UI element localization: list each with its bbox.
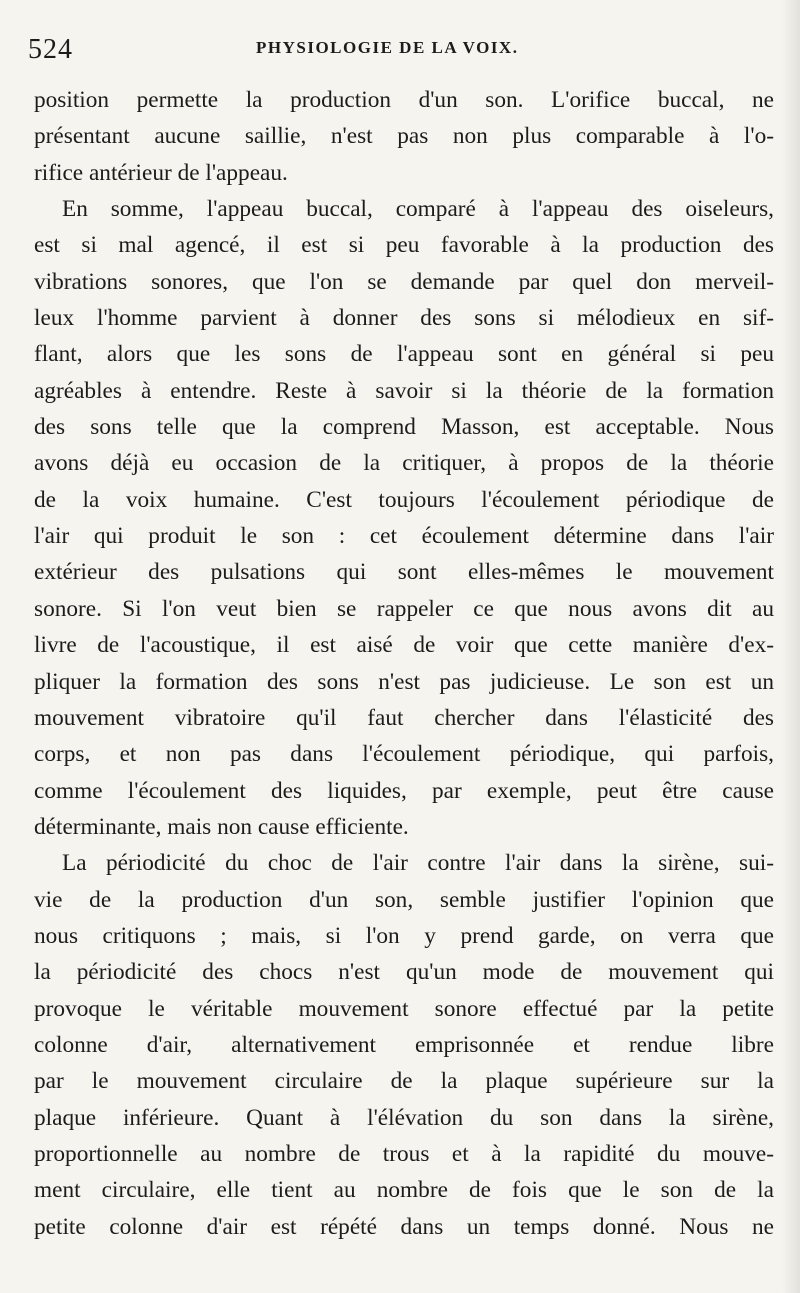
text-line: rifice antérieur de l'appeau.: [34, 159, 288, 186]
text-line: extérieur des pulsations qui sont elles-mêmes le mouvement: [34, 559, 774, 586]
text-line: l'air qui produit le son : cet écoulement détermine dans l'air: [34, 523, 774, 550]
text-line: de la voix humaine. C'est toujours l'écoulement périodique de: [34, 486, 774, 513]
text-line: la périodicité des chocs n'est qu'un mode de mouvement qui: [34, 959, 774, 986]
page-edge-shadow: [782, 0, 800, 1293]
text-line: vibrations sonores, que l'on se demande par quel don merveil-: [34, 268, 774, 295]
paragraph-start-line: La périodicité du choc de l'air contre l'air dans la sirène, sui-: [62, 850, 774, 877]
text-line: comme l'écoulement des liquides, par exemple, peut être cause: [34, 777, 774, 804]
text-line: avons déjà eu occasion de la critiquer, à propos de la théorie: [34, 450, 774, 477]
text-line: nous critiquons ; mais, si l'on y prend garde, on verra que: [34, 922, 774, 949]
text-line: provoque le véritable mouvement sonore effectué par la petite: [34, 995, 774, 1022]
text-line: flant, alors que les sons de l'appeau sont en général si peu: [34, 341, 774, 368]
text-line: agréables à entendre. Reste à savoir si la théorie de la formation: [34, 377, 774, 404]
text-line: position permette la production d'un son. L'orifice buccal, ne: [34, 87, 774, 113]
text-line: ment circulaire, elle tient au nombre de fois que le son de la: [34, 1177, 774, 1204]
page-number: 524: [28, 34, 73, 65]
page-header: [28, 30, 760, 70]
text-line: plaque inférieure. Quant à l'élévation du son dans la sirène,: [34, 1104, 774, 1131]
text-line: colonne d'air, alternativement emprisonnée et rendue libre: [34, 1031, 774, 1058]
running-title: PHYSIOLOGIE DE LA VOIX.: [256, 38, 519, 57]
text-line: livre de l'acoustique, il est aisé de voir que cette manière d'ex-: [34, 632, 774, 659]
text-line: est si mal agencé, il est si peu favorable à la production des: [34, 232, 774, 259]
text-line: par le mouvement circulaire de la plaque supérieure sur la: [34, 1068, 774, 1095]
text-line: des sons telle que la comprend Masson, est acceptable. Nous: [34, 414, 774, 441]
text-line: sonore. Si l'on veut bien se rappeler ce que nous avons dit au: [34, 595, 774, 622]
text-line: corps, et non pas dans l'écoulement périodique, qui parfois,: [34, 741, 774, 768]
text-line: déterminante, mais non cause efficiente.: [34, 813, 409, 840]
text-line: pliquer la formation des sons n'est pas judicieuse. Le son est un: [34, 668, 774, 695]
text-line: vie de la production d'un son, semble justifier l'opinion que: [34, 886, 774, 913]
text-line: présentant aucune saillie, n'est pas non plus comparable à l'o-: [34, 123, 774, 150]
text-line: proportionnelle au nombre de trous et à la rapidité du mouve-: [34, 1140, 774, 1167]
text-line: mouvement vibratoire qu'il faut chercher dans l'élasticité des: [34, 704, 774, 731]
body-text: [34, 82, 774, 1245]
paragraph-start-line: En somme, l'appeau buccal, comparé à l'appeau des oiseleurs,: [62, 196, 774, 223]
text-line: petite colonne d'air est répété dans un temps donné. Nous ne: [34, 1213, 774, 1240]
text-line: leux l'homme parvient à donner des sons si mélodieux en sif-: [34, 305, 774, 332]
